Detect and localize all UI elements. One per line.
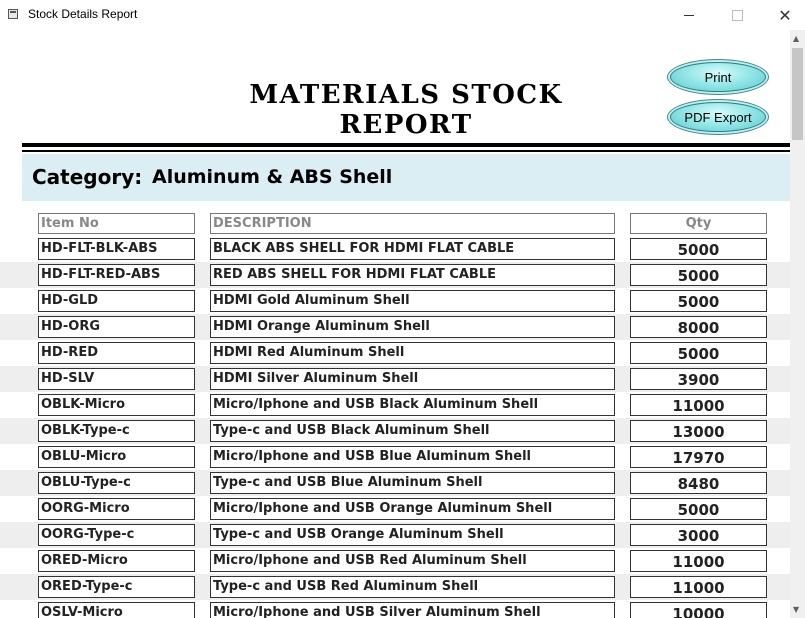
qty-cell: 5000: [630, 498, 767, 520]
minimize-icon: [684, 15, 694, 16]
item-no-cell: HD-GLD: [38, 290, 195, 312]
maximize-icon: [732, 10, 743, 21]
stock-table-body: [0, 236, 790, 618]
header-divider-thick: [22, 143, 790, 147]
table-row: [0, 418, 790, 444]
description-cell: RED ABS SHELL FOR HDMI FLAT CABLE: [210, 264, 615, 286]
table-row: [0, 470, 790, 496]
qty-cell: 5000: [630, 238, 767, 260]
window-title: Stock Details Report: [28, 7, 138, 21]
qty-cell: 10000: [630, 602, 767, 618]
qty-cell: 8000: [630, 316, 767, 338]
item-no-cell: OBLU-Micro: [38, 446, 195, 468]
description-cell: Micro/Iphone and USB Blue Aluminum Shell: [210, 446, 615, 468]
column-header-item-no: Item No: [38, 213, 195, 234]
category-band: [22, 154, 790, 201]
table-row: [0, 288, 790, 314]
category-value: Aluminum & ABS Shell: [152, 166, 393, 188]
item-no-cell: OORG-Micro: [38, 498, 195, 520]
maximize-button[interactable]: [714, 0, 760, 30]
item-no-cell: HD-SLV: [38, 368, 195, 390]
qty-cell: 11000: [630, 550, 767, 572]
qty-cell: 3000: [630, 524, 767, 546]
table-row: [0, 314, 790, 340]
table-row: [0, 366, 790, 392]
qty-cell: 8480: [630, 472, 767, 494]
item-no-cell: HD-FLT-RED-ABS: [38, 264, 195, 286]
description-cell: Type-c and USB Red Aluminum Shell: [210, 576, 615, 598]
table-row: [0, 522, 790, 548]
item-no-cell: HD-ORG: [38, 316, 195, 338]
title-bar: [0, 0, 805, 30]
item-no-cell: ORED-Type-c: [38, 576, 195, 598]
description-cell: HDMI Silver Aluminum Shell: [210, 368, 615, 390]
minimize-button[interactable]: [666, 0, 712, 30]
qty-cell: 5000: [630, 290, 767, 312]
close-button[interactable]: [762, 0, 805, 30]
description-cell: Micro/Iphone and USB Red Aluminum Shell: [210, 550, 615, 572]
column-header-qty: Qty: [630, 213, 767, 234]
qty-cell: 5000: [630, 264, 767, 286]
table-row: [0, 600, 790, 618]
table-row: [0, 262, 790, 288]
column-header-description: DESCRIPTION: [210, 213, 615, 234]
table-row: [0, 548, 790, 574]
item-no-cell: OBLK-Type-c: [38, 420, 195, 442]
report-title: MATERIALS STOCK REPORT: [249, 80, 563, 140]
table-row: [0, 496, 790, 522]
item-no-cell: HD-RED: [38, 342, 195, 364]
header-divider-thin: [22, 150, 790, 152]
qty-cell: 3900: [630, 368, 767, 390]
description-cell: Type-c and USB Blue Aluminum Shell: [210, 472, 615, 494]
description-cell: Type-c and USB Black Aluminum Shell: [210, 420, 615, 442]
item-no-cell: OBLK-Micro: [38, 394, 195, 416]
description-cell: Type-c and USB Orange Aluminum Shell: [210, 524, 615, 546]
table-row: [0, 444, 790, 470]
category-label: Category:: [32, 165, 143, 189]
description-cell: HDMI Red Aluminum Shell: [210, 342, 615, 364]
item-no-cell: OSLV-Micro: [38, 602, 195, 618]
table-row: [0, 574, 790, 600]
item-no-cell: OORG-Type-c: [38, 524, 195, 546]
description-cell: HDMI Gold Aluminum Shell: [210, 290, 615, 312]
pdf-export-button[interactable]: PDF Export: [670, 102, 766, 132]
scroll-down-arrow-icon[interactable]: ▼: [793, 605, 800, 614]
close-icon: ✕: [778, 5, 792, 25]
description-cell: Micro/Iphone and USB Silver Aluminum Shell: [210, 602, 615, 618]
item-no-cell: HD-FLT-BLK-ABS: [38, 238, 195, 260]
qty-cell: 5000: [630, 342, 767, 364]
print-button[interactable]: Print: [670, 62, 766, 92]
qty-cell: 17970: [630, 446, 767, 468]
table-row: [0, 392, 790, 418]
scroll-thumb[interactable]: [792, 48, 803, 140]
table-row: [0, 340, 790, 366]
scroll-up-arrow-icon[interactable]: ▲: [793, 34, 800, 43]
table-row: [0, 236, 790, 262]
vertical-scrollbar[interactable]: [790, 30, 805, 618]
qty-cell: 11000: [630, 394, 767, 416]
description-cell: HDMI Orange Aluminum Shell: [210, 316, 615, 338]
qty-cell: 11000: [630, 576, 767, 598]
qty-cell: 13000: [630, 420, 767, 442]
item-no-cell: ORED-Micro: [38, 550, 195, 572]
app-icon: [8, 9, 18, 19]
description-cell: Micro/Iphone and USB Orange Aluminum Shell: [210, 498, 615, 520]
item-no-cell: OBLU-Type-c: [38, 472, 195, 494]
description-cell: Micro/Iphone and USB Black Aluminum Shell: [210, 394, 615, 416]
description-cell: BLACK ABS SHELL FOR HDMI FLAT CABLE: [210, 238, 615, 260]
